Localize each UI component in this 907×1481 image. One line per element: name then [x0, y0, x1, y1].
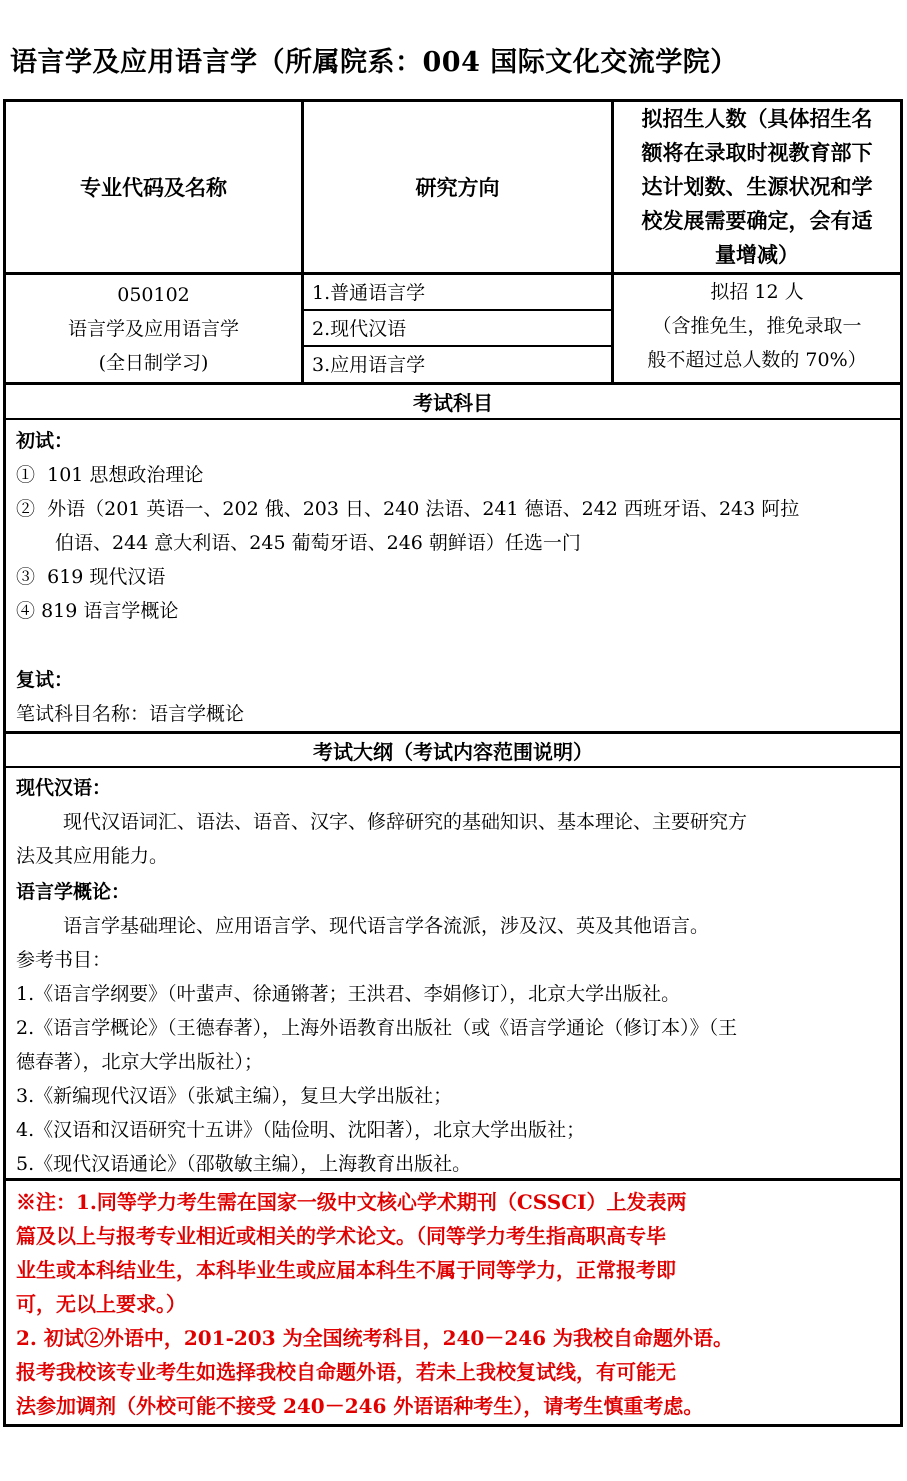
reference-item: 1.《语言学纲要》（叶蜚声、徐通锵著；王洪君、李娟修订），北京大学出版社。 — [16, 983, 681, 1005]
syllabus-heading: 考试大纲（考试内容范围说明） — [313, 739, 593, 764]
note-line: 业生或本科结业生，本科毕业生或应届本科生不属于同等学力，正常报考即 — [16, 1258, 676, 1282]
modern-chinese-label: 现代汉语： — [16, 777, 112, 799]
subject-item: ④ 819 语言学概论 — [16, 600, 179, 622]
subject-item: ② 外语（201 英语一、202 俄、203 日、240 法语、241 德语、242 西班牙语、243 阿拉 — [16, 498, 800, 520]
note-line: 报考我校该专业考生如选择我校自命题外语，若未上我校复试线，有可能无 — [16, 1360, 676, 1384]
subject-item: ① 101 思想政治理论 — [16, 464, 204, 486]
retest-label: 复试： — [16, 669, 74, 691]
reference-item: 2.《语言学概论》（王德春著），上海外语教育出版社（或《语言学通论（修订本）》（王 — [16, 1017, 738, 1039]
retest-written-subject: 笔试科目名称：语言学概论 — [16, 703, 245, 725]
direction-item: 2.现代汉语 — [312, 318, 407, 340]
first-exam-label: 初试： — [16, 430, 74, 452]
note-line: 篇及以上与报考专业相近或相关的学术论文。（同等学力考生指高职高专毕 — [16, 1224, 666, 1248]
subject-item: ③ 619 现代汉语 — [16, 566, 166, 588]
quota-note: 般不超过总人数的 70%） — [647, 349, 867, 371]
reference-item: 4.《汉语和汉语研究十五讲》（陆俭明、沈阳著），北京大学出版社； — [16, 1119, 586, 1141]
subject-item-continued: 伯语、244 意大利语、245 葡萄牙语、246 朝鲜语）任选一门 — [55, 532, 581, 554]
note-line: 法参加调剂（外校可能不接受 240－246 外语语种考生），请考生慎重考虑。 — [16, 1394, 704, 1418]
direction-item: 3.应用语言学 — [312, 354, 426, 376]
modern-chinese-desc: 法及其应用能力。 — [16, 845, 169, 867]
quota-cell — [614, 275, 900, 382]
linguistics-desc: 语言学基础理论、应用语言学、现代语言学各流派，涉及汉、英及其他语言。 — [63, 915, 710, 937]
header-major-code-name: 专业代码及名称 — [80, 176, 227, 200]
info-table — [3, 99, 903, 1427]
divider — [6, 418, 900, 420]
header-enrollment-quota: 拟招生人数（具体招生名 额将在录取时视教育部下 达计划数、生源状况和学 校发展需要确定，会有适 量增减） — [641, 107, 873, 267]
reference-item: 5.《现代汉语通论》（邵敬敏主编），上海教育出版社。 — [16, 1153, 472, 1175]
reference-item-continued: 德春著），北京大学出版社）； — [16, 1051, 264, 1073]
references-label: 参考书目： — [16, 949, 112, 971]
quota-count: 拟招 12 人 — [710, 281, 804, 303]
note-line: 可，无以上要求。） — [16, 1292, 186, 1316]
note-line: ※注：1.同等学力考生需在国家一级中文核心学术期刊（CSSCI）上发表两 — [16, 1190, 687, 1214]
major-cell — [6, 275, 301, 382]
linguistics-label: 语言学概论： — [16, 881, 131, 903]
note-line: 2. 初试②外语中，201-203 为全国统考科目，240－246 为我校自命题外语。 — [16, 1326, 734, 1350]
reference-item: 3.《新编现代汉语》（张斌主编），复旦大学出版社； — [16, 1085, 453, 1107]
page-title: 语言学及应用语言学（所属院系：004 国际文化交流学院） — [10, 47, 738, 78]
direction-item: 1.普通语言学 — [312, 282, 426, 304]
quota-note: （含推免生，推免录取一 — [652, 315, 862, 337]
header-research-direction: 研究方向 — [415, 176, 500, 200]
divider — [6, 766, 900, 768]
modern-chinese-desc: 现代汉语词汇、语法、语音、汉字、修辞研究的基础知识、基本理论、主要研究方 — [63, 811, 748, 833]
exam-subjects-heading: 考试科目 — [413, 391, 493, 415]
major-code: 050102 — [117, 283, 190, 306]
major-mode: (全日制学习) — [98, 351, 209, 374]
major-name: 语言学及应用语言学 — [67, 317, 239, 340]
